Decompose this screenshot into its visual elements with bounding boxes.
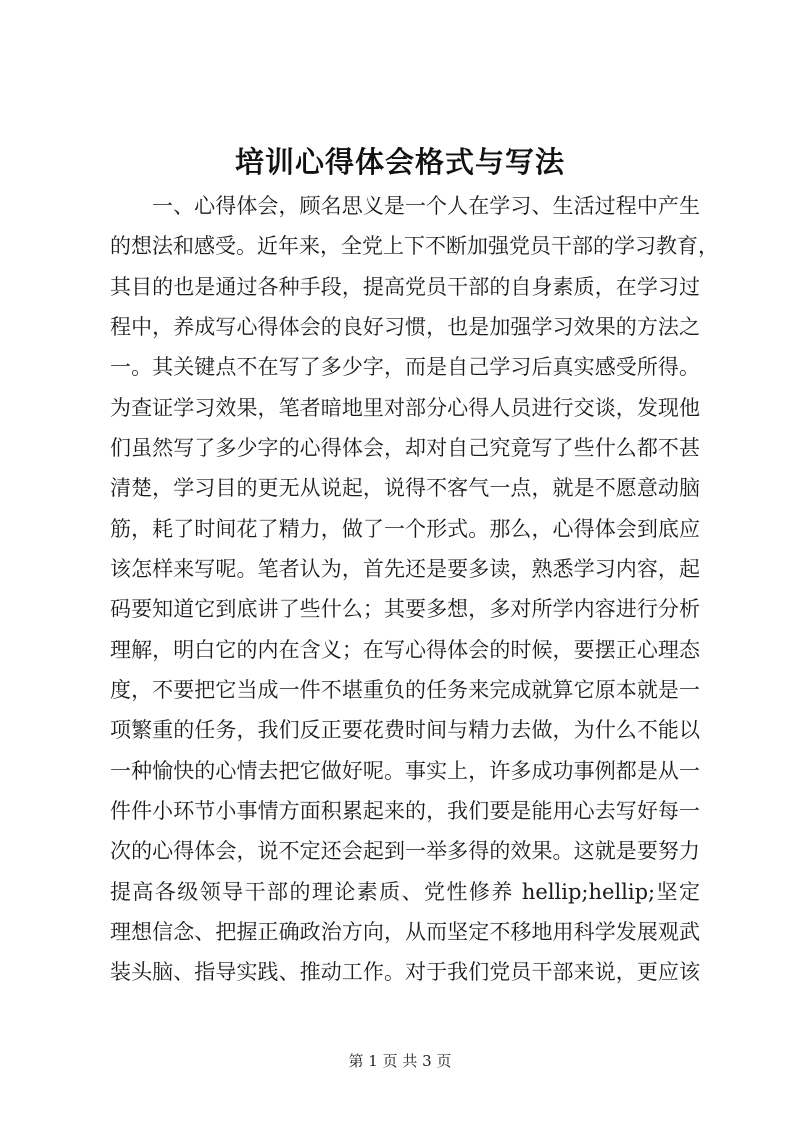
page-footer: 第 1 页 共 3 页 [348, 1052, 452, 1070]
body-line: 一种愉快的心情去把它做好呢。事实上，许多成功事例都是从一 [110, 758, 700, 783]
body-line: 理解，明白它的内在含义；在写心得体会的时候，要摆正心理态 [110, 637, 700, 662]
body-line: 为查证学习效果，笔者暗地里对部分心得人员进行交谈，发现他 [110, 395, 700, 420]
body-line: 次的心得体会，说不定还会起到一举多得的效果。这就是要努力 [110, 839, 700, 864]
body-line: 理想信念、把握正确政治方向，从而坚定不移地用科学发展观武 [110, 919, 700, 944]
body-line: 件件小环节小事情方面积累起来的，我们要是能用心去写好每一 [110, 798, 700, 823]
document-title: 培训心得体会格式与写法 [234, 145, 565, 179]
body-line: 码要知道它到底讲了些什么；其要多想，多对所学内容进行分析 [110, 597, 700, 622]
body-line: 们虽然写了多少字的心得体会，却对自己究竟写了些什么都不甚 [110, 435, 700, 460]
body-line: 项繁重的任务，我们反正要花费时间与精力去做，为什么不能以 [110, 718, 700, 743]
body-line: 装头脑、指导实践、推动工作。对于我们党员干部来说，更应该 [110, 960, 700, 985]
body-line: 一、心得体会，顾名思义是一个人在学习、生活过程中产生 [152, 194, 700, 218]
body-line: 程中，养成写心得体会的良好习惯，也是加强学习效果的方法之 [110, 314, 700, 339]
body-line: 一。其关键点不在写了多少字，而是自己学习后真实感受所得。 [110, 355, 700, 380]
body-line: 其目的也是通过各种手段，提高党员干部的自身素质，在学习过 [110, 274, 700, 299]
body-line: 筋，耗了时间花了精力，做了一个形式。那么，心得体会到底应 [110, 516, 700, 541]
body-line: 该怎样来写呢。笔者认为，首先还是要多读，熟悉学习内容，起 [110, 556, 700, 581]
body-line: 度，不要把它当成一件不堪重负的任务来完成就算它原本就是一 [110, 677, 700, 702]
body-line: 清楚，学习目的更无从说起，说得不客气一点，就是不愿意动脑 [110, 476, 700, 501]
body-line: 提高各级领导干部的理论素质、党性修养 hellip;hellip;坚定 [110, 879, 700, 904]
body-line: 的想法和感受。近年来，全党上下不断加强党员干部的学习教育， [110, 234, 719, 259]
document-body [110, 186, 719, 993]
